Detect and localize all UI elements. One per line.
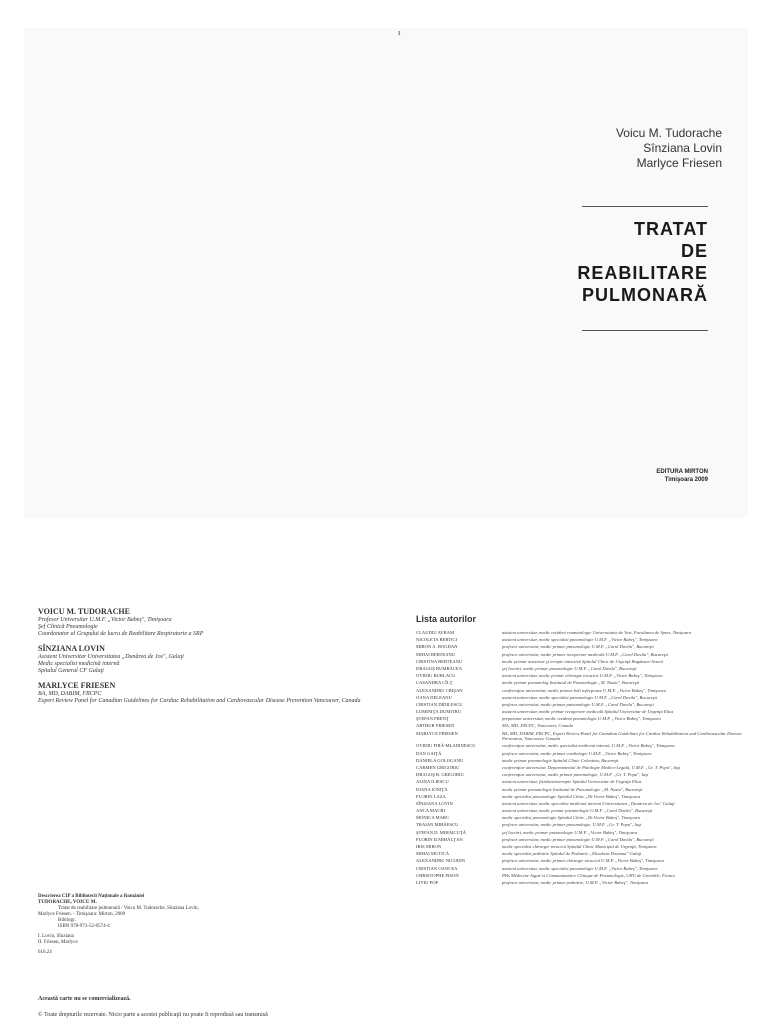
contributor-row	[416, 751, 748, 757]
contributor-name: MIHAI BERTEANU	[416, 651, 456, 657]
author-affiliation: Expert Review Panel for Canadian Guidelines for Cardiac Rehabilitation and Cardiovascular Disease Prevention Vancouver, Canada	[38, 698, 361, 704]
contributor-row	[416, 851, 748, 857]
contributor-description: profesor universitar, medic primar pediatrie, U.M.F. „Victor Babeş", Timişoara	[502, 879, 649, 885]
contributor-name: CASANDRA CÎLŢ	[416, 680, 453, 686]
contributor-name: ARTHUR FRIESEN	[416, 723, 455, 729]
title-bottom-rule	[582, 330, 708, 331]
contributor-row	[416, 801, 748, 807]
contributor-name: LIVIU POP	[416, 879, 439, 885]
contributor-row	[416, 822, 748, 828]
author-affiliation: Asistent Universitar Universitatea „Dunărea de Jos", Galaţi	[38, 654, 184, 660]
contributors-heading: Lista autorilor	[416, 614, 477, 624]
contributor-description: asistent universitar, medic primar recuperare medicală Spitalul Universitar de Urgenţă Elias	[502, 709, 674, 715]
contributor-description: medic specialist pediatrie Spitalul de Pediatrie „Elisabeta Doamna" Galaţi	[502, 851, 642, 857]
contributor-description: asistent universitar, fiziokinetoterapie Spitalul Universitar de Urgenţă Elias	[502, 779, 642, 785]
contributor-row	[416, 630, 748, 636]
contributor-row	[416, 765, 748, 771]
contributor-description: profesor universitar, medic primar pneumologie U.M.F. „Carol Davila", Bucureşti	[502, 644, 654, 650]
cip-line: II. Friesen, Marlyce	[38, 940, 78, 945]
contributor-row	[416, 680, 748, 686]
contributor-name: IRIS MIRON	[416, 844, 442, 850]
author-affiliation: BA, MD, DABIM, FRCPC	[38, 691, 102, 697]
contributor-row	[416, 772, 748, 778]
contributor-row	[416, 787, 748, 793]
contributor-name: OVIDIU FIRĂ-MLADINESCU	[416, 743, 476, 749]
contributor-description: profesor universitar, medic primar pneumologie U.M.F. „Carol Davila", Bucureşti	[502, 836, 654, 842]
contributor-description: asistent universitar, medic primar pneumologie U.M.F. „Carol Davila", Bucureşti	[502, 808, 653, 814]
contributor-row	[416, 666, 748, 672]
title-line: TRATAT	[634, 219, 708, 239]
contributor-row	[416, 716, 748, 722]
contributor-row	[416, 673, 748, 679]
contributor-row	[416, 709, 748, 715]
not-for-sale-note: Această carte nu se comercializează.	[38, 996, 131, 1002]
contributors-list	[416, 614, 748, 887]
contributor-row	[416, 688, 748, 694]
contributor-description: asistent universitar, medic specialist pneumologie U.M.F. „Victor Babeş", Timişoara	[502, 637, 658, 643]
contributor-description: asistent universitar, medic specialist medicină internă Universitatea „Dunărea de Jos" Galaţi	[502, 800, 675, 806]
cip-line: Marlyce Friesen. - Timişoara: Mirton, 2009	[38, 912, 126, 917]
contributor-name: CRISTIAN OANCEA	[416, 865, 458, 871]
contributor-row	[416, 637, 748, 643]
contributor-description: BA, MD, DABIM, FRCPC, Expert Review Panel for Canadian Guidelines for Cardiac Rehabilitation and Cardiovascular Disease Prevention, Vancouver, Canada	[502, 730, 742, 742]
contributor-row	[416, 652, 748, 658]
contributor-description: profesor universitar, medic primar pneumologie, U.M.F. „Gr. T. Popa", Iaşi	[502, 822, 642, 828]
scan-mark: ı	[398, 28, 401, 37]
contributor-description: şef lucrări, medic primar pneumologie U.M.F. „Carol Davila", Bucureşti	[502, 665, 637, 671]
title-top-rule	[582, 206, 708, 207]
cip-record	[38, 894, 278, 956]
cip-line: I. Lovin, Sînziana	[38, 934, 74, 939]
book-title	[577, 218, 708, 306]
title-line: REABILITARE	[577, 263, 708, 283]
contributor-name: FLORIN D.MIHĂLŢAN	[416, 836, 463, 842]
contributor-name: DIANA IONIŢĂ	[416, 786, 448, 792]
author-affiliation: Spitalul General CF Galaţi	[38, 668, 104, 674]
cip-line: 616.24	[38, 950, 52, 955]
contributor-description: medic primar pneumologie Institutul de Pneumologie „M. Nasta", Bucureşti	[502, 786, 643, 792]
cover-authors	[616, 126, 722, 171]
author-affiliation: Şef Clinică Pneumologie	[38, 624, 98, 630]
contributor-name: ANCA MACRI	[416, 808, 445, 814]
contributor-name: ŞTEFAN D. MIHĂICUŢĂ	[416, 829, 467, 835]
contributor-row	[416, 659, 748, 665]
author-name: SÎNZIANA LOVIN	[38, 644, 105, 653]
contributor-description: medic primar pneumologie Spitalul Clinic Colentina, Bucureşti	[502, 757, 619, 763]
contributor-name: CRISTINA BERTEANU	[416, 658, 463, 664]
author-affiliation: Coordonator al Grupului de lucru de Reabilitare Respiratorie a SRP	[38, 631, 204, 637]
contributor-name: CRISTIAN DIDILESCU	[416, 701, 463, 707]
main-authors	[38, 607, 368, 705]
contributor-name: SÎNZIANA LOVIN	[416, 800, 453, 806]
contributor-row	[416, 794, 748, 800]
contributor-description: conferenţiar universitar, medic specialist medicină internă, U.M.F. „Victor Babeş", Timişoara	[502, 743, 675, 749]
contributor-name: ŞTEFAN FRENŢ	[416, 716, 449, 722]
contributor-name: MIRON A. BOGDAN	[416, 644, 458, 650]
author-name: MARLYCE FRIESEN	[38, 681, 116, 690]
contributor-description: preparator universitar, medic rezident pneumologie U.M.F. „Victor Babeş", Timişoara	[502, 716, 661, 722]
contributor-row	[416, 873, 748, 879]
contributor-description: şef lucrări, medic primar pneumologie U.M.F. „Victor Babeş", Timişoara	[502, 829, 638, 835]
contributor-name: ALEXANDRU NICODIN	[416, 858, 466, 864]
contributor-name: MONICA MARC	[416, 815, 450, 821]
contributor-description: conferenţiar universitar, Departamentul de Patologie Medico-Legală, U.M.F. „Gr. T. Popa", Iaşi	[502, 764, 681, 770]
contributor-name: ALEXANDRU CRIŞAN	[416, 687, 463, 693]
contributor-name: ALINA ILIESCU	[416, 779, 449, 785]
publisher-name: EDITURA MIRTON	[656, 469, 708, 475]
contributor-description: asistent universitar, medic specialist pneumologie U.M.F. „Carol Davila", Bucureşti	[502, 694, 657, 700]
contributor-row	[416, 858, 748, 864]
contributor-description: asistent universitar, medic specialist pneumologie U.M.F. „Victor Babeş", Timişoara	[502, 865, 658, 871]
publisher-block	[656, 468, 708, 484]
contributor-name: OVIDIU BURLACU	[416, 673, 456, 679]
author-affiliation: Medic specialist medicină internă	[38, 661, 120, 667]
contributor-row	[416, 702, 748, 708]
contributor-description: medic specialist pneumologie Spitalul Clinic „Dr.Victor Babeş", Timişoara	[502, 815, 640, 821]
cip-heading: Descrierea CIP a Bibliotecii Naţionale a României	[38, 894, 145, 899]
contributor-description: medic primar pneumolog Institutul de Pneumologie „M. Nasta", Bucureşti	[502, 680, 640, 686]
contributor-name: TRAIAN MIHĂESCU	[416, 822, 459, 828]
contributor-description: profesor universitar, medic primar pneumologie U.M.F. „Carol Davila", Bucureşti	[502, 701, 654, 707]
contributor-name: OANA DELEANU	[416, 694, 452, 700]
cip-heading: TUDORACHE, VOICU M.	[38, 900, 97, 905]
contributor-row	[416, 779, 748, 785]
contributor-name: MARLYCE FRIESEN	[416, 730, 458, 736]
contributor-name: NICOLETA BERTICI	[416, 637, 458, 643]
contributor-row	[416, 830, 748, 836]
contributor-name: LUMINIŢA DUMITRU	[416, 709, 462, 715]
contributor-row	[416, 695, 748, 701]
contributor-row	[416, 815, 748, 821]
contributor-name: DRAGOŞ BUMBĂCEA	[416, 665, 463, 671]
contributor-name: CARMEN GRIGORIU	[416, 764, 460, 770]
contributor-row	[416, 880, 748, 886]
contributor-description: profesor universitar, medic primar cardiologie U.M.F. „Victor Babeş", Timişoara	[502, 750, 652, 756]
cip-line: Bibliogr.	[58, 918, 76, 923]
contributor-description: MA, MD, FRCPC, Vancouver, Canada	[502, 723, 573, 729]
contributor-description: medic primar anestezie şi terapie intensivă Spitalul Clinic de Urgenţă Bagdasar-Arseni	[502, 658, 664, 664]
cip-line: Tratat de reabilitare pulmonară / Voicu M. Tudorache, Sînziana Lovin,	[58, 906, 199, 911]
contributor-description: asistent universitar, medic rezident reumatologie Universitatea de Vest, Facultatea de Sport, Timişoara	[502, 630, 692, 635]
contributor-row	[416, 837, 748, 843]
author-affiliation: Profesor Universitar U.M.F. „Victor Babeş", Timişoara	[38, 617, 172, 623]
copyright-notice: © Toate drepturile rezervate. Nicio parte a acestei publicaţii nu poate fi reprodusă sau transmisă	[38, 1012, 268, 1018]
contributor-row	[416, 866, 748, 872]
contributor-row	[416, 723, 748, 729]
contributor-description: medic specialist pneumologie Spitalul Clinic „Dr.Victor Babeş", Timişoara	[502, 793, 640, 799]
cover-author: Sînziana Lovin	[643, 141, 722, 155]
contributor-description: profesor universitar, medic primar chirurgie toracică U.M.F. „Victor Babeş", Timişoara	[502, 858, 664, 864]
contributor-row	[416, 644, 748, 650]
cover-author: Voicu M. Tudorache	[615, 126, 722, 140]
contributor-name: FLORIN LAZA	[416, 793, 446, 799]
contributor-name: DRAGOŞ B. GRIGORIU	[416, 772, 464, 778]
contributor-description: PHs Médecine Aiguë et Communautaire Clinique de Pneumologie, CHU de Grenoble, France	[502, 872, 676, 878]
contributor-row	[416, 758, 748, 764]
contributor-name: DANIELA GOLOGANU	[416, 757, 464, 763]
contributor-row	[416, 808, 748, 814]
contributor-description: asistent universitar, medic primar chirurgie toracică U.M.F. „Victor Babeş", Timişoara	[502, 673, 663, 679]
cover-author: Marlyce Friesen	[636, 156, 722, 170]
contributor-row	[416, 743, 748, 749]
contributor-description: conferenţiar universitar, medic primar boli infecţioase U.M.F. „Victor Babeş", Timişoara	[502, 687, 666, 693]
contributor-name: DAN GAIŢĂ	[416, 750, 442, 756]
author-name: VOICU M. TUDORACHE	[38, 607, 130, 616]
contributor-name: CHRISTOPHE PISON	[416, 872, 459, 878]
publisher-place-year: Timişoara 2009	[664, 477, 708, 483]
contributor-description: conferenţiar universitar, medic primar pneumologie, U.M.F. „Gr. T. Popa", Iaşi	[502, 772, 649, 778]
contributor-row	[416, 844, 748, 850]
contributor-row	[416, 731, 748, 742]
contributor-name: CLAUDIU AVRAM	[416, 630, 455, 635]
contributor-description: medic specialist chirurgie toracică Spitalul Clinic Municipal de Urgenţă, Timişoara	[502, 844, 657, 850]
contributor-name: MIHAI MUTICĂ	[416, 851, 450, 857]
cip-line: ISBN 978-973-52-0574-4	[58, 924, 110, 929]
title-line: PULMONARĂ	[582, 285, 708, 305]
contributor-description: profesor universitar, medic primar recuperare medicală U.M.F. „Carol Davila", Bucureşti	[502, 651, 669, 657]
title-line: DE	[680, 241, 708, 261]
